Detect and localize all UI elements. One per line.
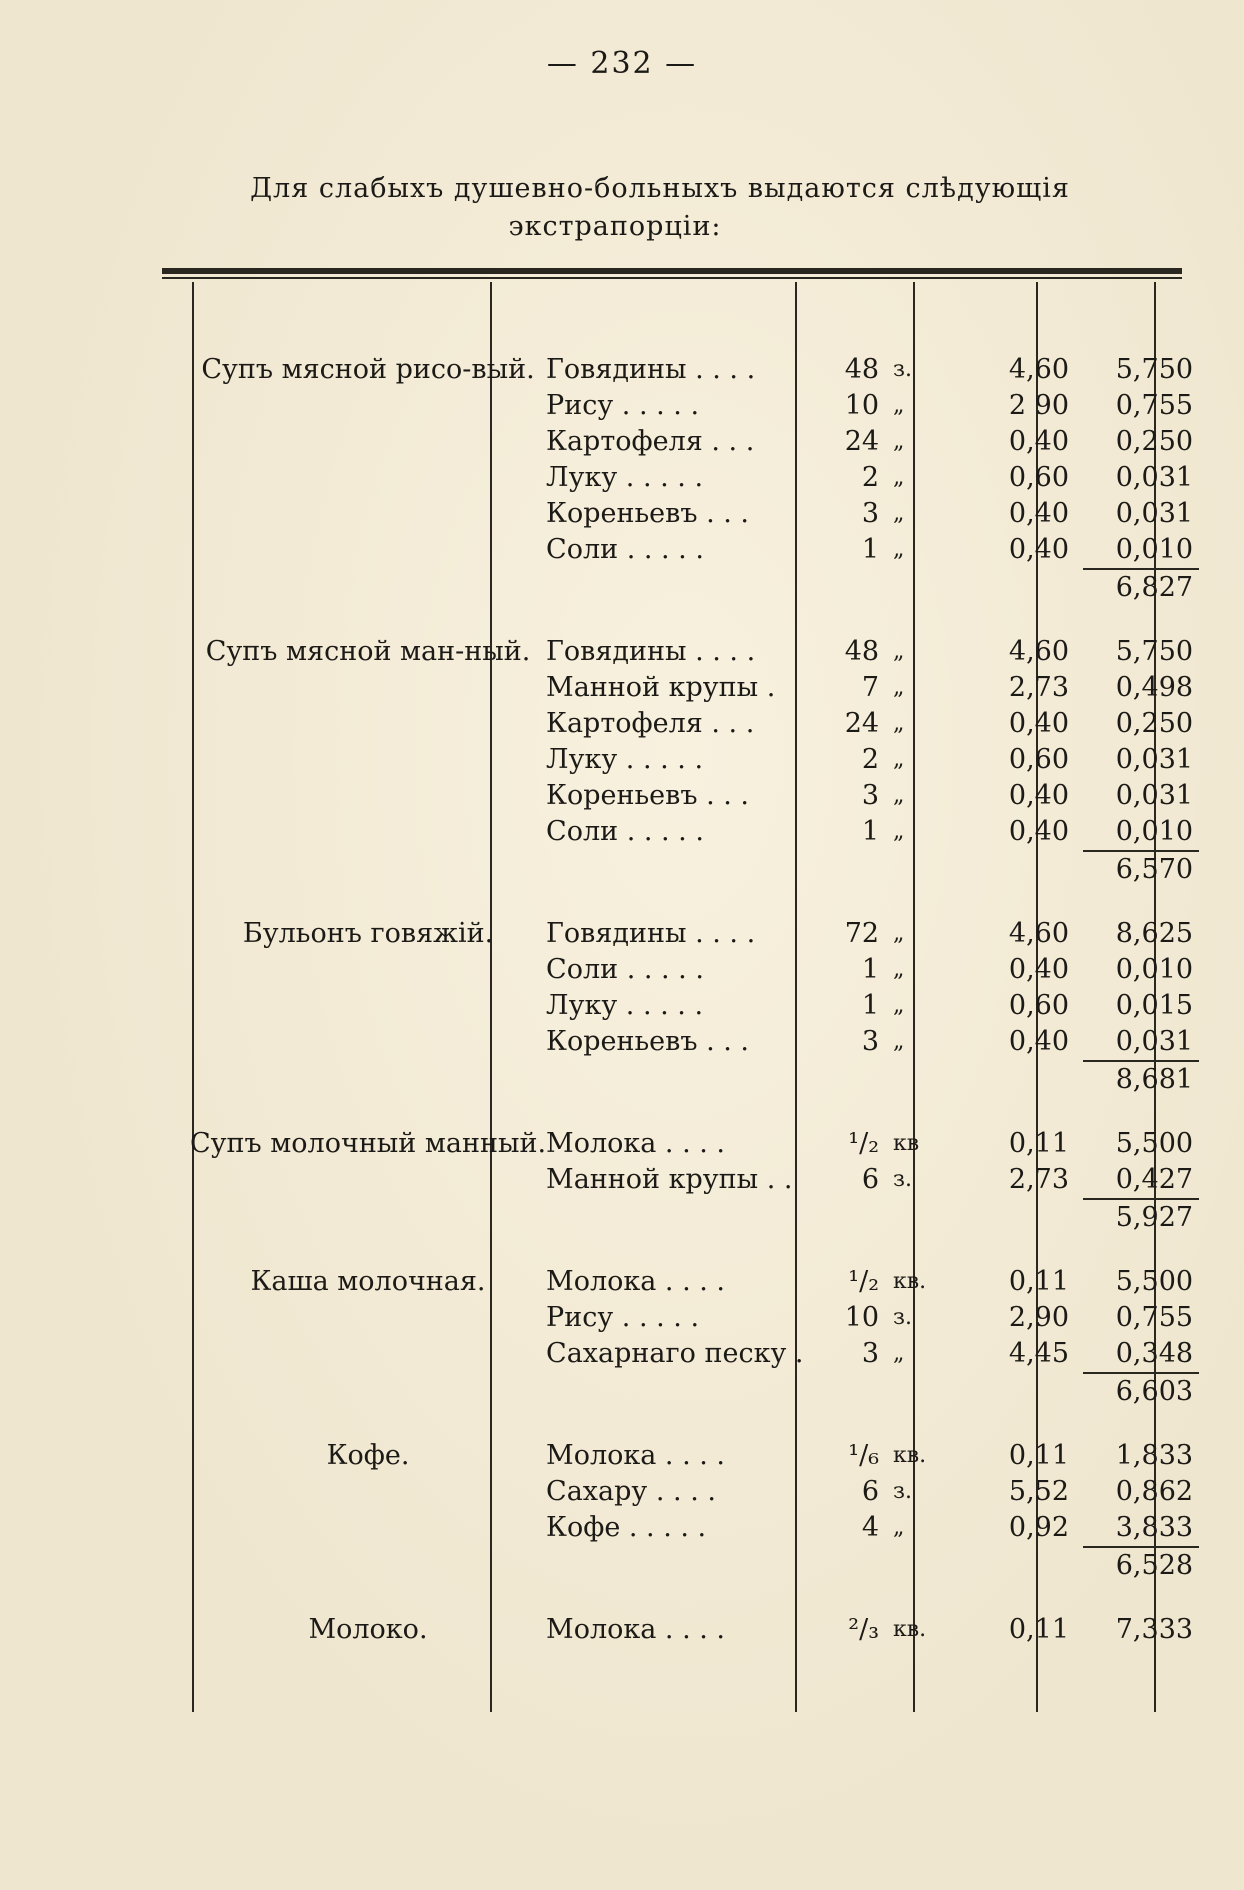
table-top-rule: [162, 268, 1182, 274]
quantity: 10: [844, 1302, 880, 1333]
quantity: 48: [844, 636, 880, 667]
unit: з.: [893, 357, 913, 382]
unit-price: 0,60: [1008, 990, 1070, 1021]
unit: „: [893, 711, 905, 736]
unit: кв: [893, 1131, 920, 1156]
ration-table: [190, 352, 1199, 1676]
table-row: [190, 916, 1199, 952]
quantity: 72: [844, 918, 880, 949]
cost: 0,862: [1115, 1476, 1194, 1507]
ingredient-name: Сахарнаго песку .: [546, 1338, 804, 1369]
unit: „: [893, 465, 905, 490]
ingredient-name: Говядины . . . .: [546, 636, 756, 667]
unit-price: 0,40: [1008, 498, 1070, 529]
unit-price: 0,11: [1008, 1128, 1070, 1159]
unit: „: [893, 1341, 905, 1366]
ingredient-name: Луку . . . . .: [546, 744, 704, 775]
unit: кв.: [893, 1617, 927, 1642]
unit-price: 0,60: [1008, 462, 1070, 493]
unit-price: 0,92: [1008, 1512, 1070, 1543]
cost: 0,015: [1115, 990, 1194, 1021]
unit: „: [893, 537, 905, 562]
page-number: — 232 —: [546, 46, 698, 81]
quantity: 1: [861, 954, 880, 985]
table-row: [190, 1612, 1199, 1648]
quantity: 7: [861, 672, 880, 703]
cost: 3,833: [1115, 1512, 1194, 1543]
cost: 0,031: [1115, 744, 1194, 775]
quantity: 24: [844, 426, 880, 457]
unit-price: 0,11: [1008, 1614, 1070, 1645]
caption-line-2: экстрапорціи:: [508, 211, 722, 242]
ingredient-name: Молока . . . .: [546, 1266, 725, 1297]
cost: 0,427: [1115, 1164, 1194, 1195]
unit-price: 5,52: [1008, 1476, 1070, 1507]
unit: з.: [893, 1167, 913, 1192]
unit-price: 2,73: [1008, 1164, 1070, 1195]
table-row: [190, 1438, 1199, 1474]
ingredient-name: Картофеля . . .: [546, 426, 755, 457]
quantity: 1: [861, 990, 880, 1021]
unit: „: [893, 783, 905, 808]
unit: „: [893, 393, 905, 418]
cost: 0,250: [1115, 708, 1194, 739]
quantity: 3: [861, 780, 880, 811]
dish-name: Бульонъ говяжій.: [242, 918, 494, 949]
cost: 0,755: [1115, 1302, 1194, 1333]
cost: 1,833: [1115, 1440, 1194, 1471]
quantity: ¹/₂: [848, 1128, 880, 1159]
dish-total: 6,603: [1083, 1373, 1199, 1410]
ingredient-name: Соли . . . . .: [546, 816, 704, 847]
ingredient-name: Луку . . . . .: [546, 990, 704, 1021]
dish-total: 6,827: [1083, 569, 1199, 606]
cost: 0,031: [1115, 462, 1194, 493]
unit: „: [893, 639, 905, 664]
quantity: 6: [861, 1476, 880, 1507]
ingredient-name: Кореньевъ . . .: [546, 1026, 750, 1057]
ingredient-name: Соли . . . . .: [546, 954, 704, 985]
unit: „: [893, 429, 905, 454]
cost: 5,500: [1115, 1128, 1194, 1159]
unit: з.: [893, 1479, 913, 1504]
unit-price: 0,40: [1008, 954, 1070, 985]
unit-price: 4,60: [1008, 636, 1070, 667]
unit: з.: [893, 1305, 913, 1330]
cost: 0,031: [1115, 780, 1194, 811]
ingredient-name: Рису . . . . .: [546, 390, 700, 421]
quantity: ¹/₆: [848, 1440, 880, 1471]
unit-price: 4,60: [1008, 354, 1070, 385]
quantity: 24: [844, 708, 880, 739]
table-row: [190, 1264, 1199, 1300]
unit: „: [893, 1029, 905, 1054]
quantity: 4: [861, 1512, 880, 1543]
quantity: 3: [861, 1026, 880, 1057]
cost: 5,500: [1115, 1266, 1194, 1297]
ingredient-name: Говядины . . . .: [546, 918, 756, 949]
total-row: [190, 1373, 1199, 1410]
total-row: [190, 1061, 1199, 1098]
ingredient-name: Кореньевъ . . .: [546, 780, 750, 811]
dish-name: Супъ мясной рисо-вый.: [201, 354, 535, 385]
unit-price: 2,90: [1008, 1302, 1070, 1333]
cost: 0,031: [1115, 498, 1194, 529]
dish-name: Кофе.: [326, 1440, 410, 1471]
unit-price: 0,40: [1008, 426, 1070, 457]
ingredient-name: Молока . . . .: [546, 1128, 725, 1159]
cost: 0,010: [1115, 816, 1194, 847]
cost: 5,750: [1115, 354, 1194, 385]
unit: „: [893, 993, 905, 1018]
quantity: 2: [861, 462, 880, 493]
dish-name: Каша молочная.: [250, 1266, 486, 1297]
total-row: [190, 569, 1199, 606]
quantity: 48: [844, 354, 880, 385]
dish-total: 6,528: [1083, 1547, 1199, 1584]
cost: 8,625: [1115, 918, 1194, 949]
unit-price: 0,11: [1008, 1440, 1070, 1471]
quantity: 3: [861, 1338, 880, 1369]
quantity: ²/₃: [848, 1614, 880, 1645]
unit-price: 0,40: [1008, 534, 1070, 565]
unit: кв.: [893, 1443, 927, 1468]
quantity: 6: [861, 1164, 880, 1195]
unit: „: [893, 921, 905, 946]
ingredient-name: Говядины . . . .: [546, 354, 756, 385]
cost: 5,750: [1115, 636, 1194, 667]
caption: [160, 170, 1160, 246]
quantity: 3: [861, 498, 880, 529]
unit-price: 0,40: [1008, 708, 1070, 739]
unit-price: 0,40: [1008, 816, 1070, 847]
dish-total: 8,681: [1083, 1061, 1199, 1098]
unit-price: 0,11: [1008, 1266, 1070, 1297]
ingredient-name: Сахару . . . .: [546, 1476, 716, 1507]
quantity: 1: [861, 534, 880, 565]
unit: „: [893, 675, 905, 700]
cost: 0,498: [1115, 672, 1194, 703]
unit-price: 0,40: [1008, 1026, 1070, 1057]
cost: 0,010: [1115, 954, 1194, 985]
ingredient-name: Кореньевъ . . .: [546, 498, 750, 529]
quantity: ¹/₂: [848, 1266, 880, 1297]
cost: 0,250: [1115, 426, 1194, 457]
ingredient-name: Рису . . . . .: [546, 1302, 700, 1333]
unit: „: [893, 747, 905, 772]
cost: 0,010: [1115, 534, 1194, 565]
cost: 0,348: [1115, 1338, 1194, 1369]
unit: „: [893, 819, 905, 844]
table-row: [190, 1126, 1199, 1162]
ingredient-name: Кофе . . . . .: [546, 1512, 707, 1543]
cost: 0,031: [1115, 1026, 1194, 1057]
ingredient-name: Манной крупы . .: [546, 1164, 793, 1195]
quantity: 10: [844, 390, 880, 421]
dish-name: Супъ молочный манный.: [190, 1128, 547, 1159]
ingredient-name: Соли . . . . .: [546, 534, 704, 565]
total-row: [190, 851, 1199, 888]
cost: 7,333: [1115, 1614, 1194, 1645]
table-row: [190, 352, 1199, 388]
quantity: 1: [861, 816, 880, 847]
table-top-rule-thin: [162, 277, 1182, 279]
total-row: [190, 1199, 1199, 1236]
unit-price: 4,45: [1008, 1338, 1070, 1369]
unit: „: [893, 957, 905, 982]
ingredient-name: Картофеля . . .: [546, 708, 755, 739]
unit-price: 2,73: [1008, 672, 1070, 703]
quantity: 2: [861, 744, 880, 775]
unit: „: [893, 1515, 905, 1540]
ingredient-name: Луку . . . . .: [546, 462, 704, 493]
ingredient-name: Молока . . . .: [546, 1614, 725, 1645]
ingredient-name: Молока . . . .: [546, 1440, 725, 1471]
dish-total: 6,570: [1083, 851, 1199, 888]
dish-name: Супъ мясной ман-ный.: [205, 636, 531, 667]
total-row: [190, 1547, 1199, 1584]
unit-price: 4,60: [1008, 918, 1070, 949]
unit-price: 0,40: [1008, 780, 1070, 811]
unit-price: 2 90: [1008, 390, 1070, 421]
cost: 0,755: [1115, 390, 1194, 421]
dish-name: Молоко.: [308, 1614, 428, 1645]
dish-total: 5,927: [1083, 1199, 1199, 1236]
caption-line-1: Для слабыхъ душевно-больныхъ выдаются слѣдующія: [250, 173, 1070, 204]
table-row: [190, 634, 1199, 670]
unit-price: 0,60: [1008, 744, 1070, 775]
ingredient-name: Манной крупы .: [546, 672, 776, 703]
unit: „: [893, 501, 905, 526]
unit: кв.: [893, 1269, 927, 1294]
